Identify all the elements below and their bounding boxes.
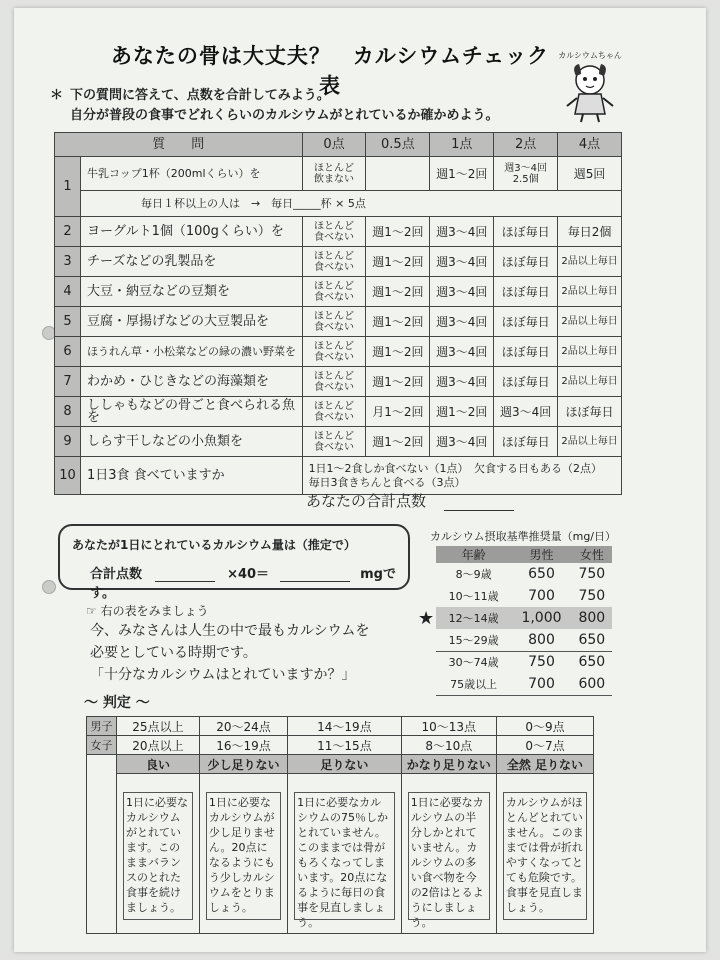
question-item: ヨーグルト1個（100gくらい）を [80, 217, 302, 247]
answer-option[interactable]: 週1～2回 [366, 307, 430, 337]
answer-option[interactable]: 週1～2回 [366, 247, 430, 277]
answer-option[interactable]: ほとんど 食べない [302, 337, 366, 367]
answer-option[interactable]: 2品以上毎日 [558, 427, 622, 457]
instructions [50, 86, 499, 126]
page-title: あなたの骨は大丈夫？ カルシウムチェック表 [110, 44, 550, 98]
answer-option[interactable]: 週3～4回 [430, 427, 494, 457]
judgement-description-text: 1日に必要なカルシウムがとれています。このままバランスのとれた食事を続けましょう。 [123, 792, 193, 920]
question-row [55, 397, 622, 427]
answer-option[interactable]: 月1～2回 [366, 397, 430, 427]
question-item: 1日3食 食べていますか [80, 457, 302, 495]
judgement-description [288, 774, 402, 934]
judgement-level: 全然 足りない [496, 755, 593, 774]
answer-option[interactable]: 週3～4回 [494, 397, 558, 427]
answer-option[interactable]: 2品以上毎日 [558, 277, 622, 307]
calc-unit: mgです。 [90, 567, 396, 601]
calc-formula: ×40＝ [227, 567, 270, 582]
answer-option[interactable]: 週3～4回 [430, 337, 494, 367]
reference-value: 600 [572, 673, 612, 695]
answer-option[interactable]: ほぼ毎日 [494, 337, 558, 367]
reference-row [436, 651, 612, 673]
judgement-level: 良い [117, 755, 200, 774]
question-item: ししゃもなどの骨ごと食べられる魚を [80, 397, 302, 427]
reference-age: 15～29歳 [436, 629, 511, 651]
reference-value: 650 [578, 654, 606, 671]
question-item: 豆腐・厚揚げなどの大豆製品を [80, 307, 302, 337]
answer-option[interactable]: 週3～4回 [430, 247, 494, 277]
answer-option[interactable]: 週3～4回 [430, 277, 494, 307]
reference-age: 10～11歳 [448, 590, 499, 603]
answer-option[interactable]: 週3～4回 [430, 217, 494, 247]
header-question: 質 問 [55, 133, 303, 157]
message [90, 620, 370, 686]
answer-option[interactable]: ほとんど 食べない [302, 217, 366, 247]
total-score-blank[interactable] [444, 495, 514, 511]
question-row [55, 337, 622, 367]
mascot-label: カルシウムちゃん [558, 51, 622, 60]
reference-value: 800 [572, 607, 612, 629]
girls-label: 女子 [87, 736, 117, 755]
answer-option[interactable]: 毎日2個 [558, 217, 622, 247]
question-number: 3 [55, 247, 81, 277]
reference-age: 75歳以上 [436, 673, 511, 695]
answer-option[interactable]: ほぼ毎日 [494, 277, 558, 307]
judgement-desc-row [87, 774, 594, 934]
boys-score-range: 20～24点 [199, 717, 287, 736]
calcium-reference-table [436, 546, 612, 696]
instruction-line-1: 下の質問に答えて、点数を合計してみよう。 [70, 88, 330, 103]
reference-header: 男性 [511, 546, 571, 563]
calc-score-blank[interactable] [155, 568, 215, 582]
boys-score-range: 14～19点 [288, 717, 402, 736]
answer-option[interactable]: 週1～2回 [366, 427, 430, 457]
boys-label: 男子 [87, 717, 117, 736]
judgement-description [117, 774, 200, 934]
spacer [87, 755, 117, 774]
answer-option[interactable]: 2品以上毎日 [558, 367, 622, 397]
question-item: 牛乳コップ1杯（200mlくらい）を [80, 157, 302, 191]
boys-score-range: 10～13点 [401, 717, 496, 736]
judgement-level-row [87, 755, 594, 774]
question-1-note: 毎日１杯以上の人は → 毎日_____杯 × 5点 [80, 191, 621, 217]
judgement-description-text: 1日に必要なカルシウムの75％しかとれていません。このままでは骨がもろくなってしまいます。20点になるように毎日の食事を見直しましょう。 [294, 792, 395, 920]
reference-value: 750 [528, 654, 555, 671]
answer-option[interactable]: 週3～4回 2.5個 [494, 157, 558, 191]
judgement-girls-row [87, 736, 594, 755]
answer-option[interactable]: ほとんど 食べない [302, 277, 366, 307]
instruction-line-2: 自分が普段の食事でどれくらいのカルシウムがとれているか確かめよう。 [70, 108, 499, 123]
question-number: 1 [55, 157, 81, 217]
question-item: わかめ・ひじきなどの海藻類を [80, 367, 302, 397]
calc-result-blank[interactable] [280, 568, 350, 582]
question-item: チーズなどの乳製品を [80, 247, 302, 277]
question-row [55, 367, 622, 397]
reference-header: 女性 [572, 546, 612, 563]
calc-line-1: あなたが1日にとれているカルシウム量は（推定で） [72, 538, 356, 552]
answer-option[interactable]: ほぼ毎日 [494, 307, 558, 337]
question-row [55, 457, 622, 495]
total-score [306, 490, 514, 511]
reference-value: 700 [528, 588, 555, 604]
question-row [55, 427, 622, 457]
question-item: 大豆・納豆などの豆類を [80, 277, 302, 307]
answer-option[interactable]: 週3～4回 [430, 307, 494, 337]
answer-option[interactable]: ほとんど 食べない [302, 247, 366, 277]
question-row [55, 247, 622, 277]
reference-value: 700 [511, 673, 571, 695]
answer-option[interactable]: 週1～2回 [366, 217, 430, 247]
judgement-title: ～ 判定 ～ [84, 695, 150, 711]
calc-line-2 [72, 563, 396, 601]
reference-age: 8～9歳 [455, 568, 492, 581]
reference-value: 750 [578, 566, 606, 582]
question-row [55, 157, 622, 191]
asterisk: ＊ [50, 88, 64, 103]
star-marker: ★ [418, 608, 435, 629]
answer-option[interactable]: 週3～4回 [430, 367, 494, 397]
calc-score-label: 合計点数 [90, 567, 143, 582]
judgement-description [199, 774, 287, 934]
header-points-1: 0点 [302, 133, 366, 157]
answer-option[interactable]: ほぼ毎日 [494, 247, 558, 277]
answer-option[interactable]: 週1～2回 [430, 397, 494, 427]
judgement-description [496, 774, 593, 934]
question-number: 8 [55, 397, 81, 427]
header-points-2: 0.5点 [366, 133, 430, 157]
question-number: 9 [55, 427, 81, 457]
answer-option[interactable]: ほとんど 食べない [302, 427, 366, 457]
reference-row [436, 629, 612, 651]
girls-score-range: 11～15点 [288, 736, 402, 755]
mascot-icon [557, 48, 623, 124]
question-1-note-row [55, 191, 622, 217]
reference-value: 650 [528, 566, 555, 582]
question-number: 2 [55, 217, 81, 247]
girls-score-range: 16～19点 [199, 736, 287, 755]
answer-option[interactable]: ほぼ毎日 [558, 397, 622, 427]
answer-option[interactable]: ほとんど 食べない [302, 397, 366, 427]
question-header-row [55, 133, 622, 157]
question-table [54, 132, 622, 495]
reference-row [436, 673, 612, 695]
girls-score-range: 20点以上 [117, 736, 200, 755]
boys-score-range: 25点以上 [117, 717, 200, 736]
answer-option[interactable]: ほぼ毎日 [494, 217, 558, 247]
question-item: ほうれん草・小松菜などの緑の濃い野菜を [80, 337, 302, 367]
question-10-option-line: 1日1～2食しか食べない（1点） 欠食する日もある（2点） [308, 461, 603, 475]
header-points-3: 1点 [430, 133, 494, 157]
question-number: 5 [55, 307, 81, 337]
reference-row [436, 563, 612, 585]
judgement-description [401, 774, 496, 934]
question-10-options[interactable] [302, 457, 621, 495]
answer-option[interactable] [366, 157, 430, 191]
see-table-note: ☞ 右の表をみましょう [86, 604, 209, 618]
judgement-boys-row [87, 717, 594, 736]
reference-value: 800 [511, 629, 571, 651]
answer-option[interactable]: 2品以上毎日 [558, 337, 622, 367]
reference-value: 650 [572, 629, 612, 651]
message-line-3: 「十分なカルシウムはとれていますか？」 [90, 667, 356, 683]
reference-row [436, 607, 612, 629]
answer-option[interactable]: ほとんど 食べない [302, 367, 366, 397]
question-number: 7 [55, 367, 81, 397]
header-points-4: 2点 [494, 133, 558, 157]
judgement-description-text: 1日に必要なカルシウムが少し足りません。20点になるようにもう少しカルシウムをとりましょう。 [206, 792, 281, 920]
question-10-option-line: 毎日3食きちんと食べる（3点） [308, 475, 466, 489]
reference-age: 30～74歳 [448, 656, 499, 670]
spacer [87, 774, 117, 934]
question-item: しらす干しなどの小魚類を [80, 427, 302, 457]
question-number: 10 [55, 457, 81, 495]
answer-option[interactable]: 週1～2回 [366, 277, 430, 307]
question-row [55, 307, 622, 337]
answer-option[interactable]: 2品以上毎日 [558, 307, 622, 337]
message-line-1: 今、みなさんは人生の中で最もカルシウムを [90, 623, 370, 639]
total-score-label: あなたの合計点数 [306, 492, 427, 510]
answer-option[interactable]: 週1～2回 [366, 367, 430, 397]
reference-header: 年齢 [436, 546, 511, 563]
answer-option[interactable]: ほとんど 飲まない [302, 157, 366, 191]
girls-score-range: 8～10点 [401, 736, 496, 755]
question-number: 4 [55, 277, 81, 307]
reference-value: 1,000 [511, 607, 571, 629]
judgement-level: かなり足りない [401, 755, 496, 774]
answer-option[interactable]: 週1～2回 [430, 157, 494, 191]
question-row [55, 277, 622, 307]
question-row [55, 217, 622, 247]
judgement-level: 少し足りない [199, 755, 287, 774]
boys-score-range: 0～9点 [496, 717, 593, 736]
judgement-description-text: 1日に必要なカルシウムの半分しかとれていません。カルシウムの多い食べ物を今の2倍はとるようにしましょう。 [408, 792, 490, 920]
answer-option[interactable]: ほとんど 食べない [302, 307, 366, 337]
answer-option[interactable]: ほぼ毎日 [494, 427, 558, 457]
question-number: 6 [55, 337, 81, 367]
message-line-2: 必要としている時期です。 [90, 645, 257, 661]
answer-option[interactable]: 週5回 [558, 157, 622, 191]
answer-option[interactable]: 2品以上毎日 [558, 247, 622, 277]
punch-hole [42, 580, 56, 594]
reference-table-title: カルシウム摂取基準推奨量（mg/日） [430, 530, 617, 543]
reference-value: 750 [578, 588, 606, 604]
judgement-table [86, 716, 594, 934]
header-points-5: 4点 [558, 133, 622, 157]
calcium-estimate-box [58, 524, 410, 601]
girls-score-range: 0～7点 [496, 736, 593, 755]
reference-row [436, 585, 612, 607]
answer-option[interactable]: 週1～2回 [366, 337, 430, 367]
reference-age: 12～14歳 [436, 607, 511, 629]
judgement-level: 足りない [288, 755, 402, 774]
answer-option[interactable]: ほぼ毎日 [494, 367, 558, 397]
judgement-description-text: カルシウムがほとんどとれていません。このままでは骨が折れやすくなってとても危険です。食事を見直しましょう。 [503, 792, 587, 920]
